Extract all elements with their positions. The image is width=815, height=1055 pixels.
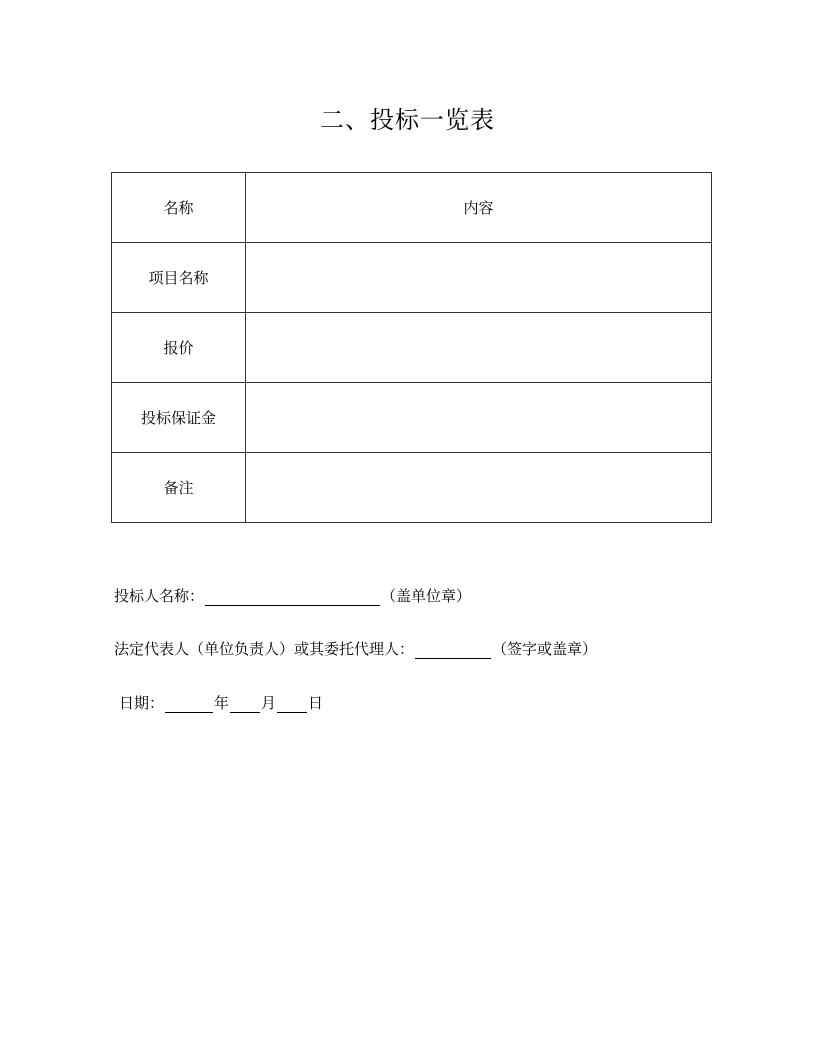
row-value-cell[interactable] [246,243,712,313]
row-label: 备注 [112,453,246,523]
row-label: 报价 [112,313,246,383]
header-content-cell: 内容 [246,173,712,243]
year-label: 年 [214,694,230,712]
row-label: 项目名称 [112,243,246,313]
table-row [112,383,712,453]
header-name-cell: 名称 [112,173,246,243]
row-value-cell[interactable] [246,383,712,453]
page-title: 二、投标一览表 [320,106,495,134]
table-row [112,453,712,523]
month-blank[interactable] [230,696,260,713]
table-row [112,313,712,383]
representative-line [114,638,597,659]
representative-blank[interactable] [415,642,491,659]
table-row [112,243,712,313]
row-value-cell[interactable] [246,453,712,523]
row-label: 投标保证金 [112,383,246,453]
day-label: 日 [308,694,324,712]
bidder-name-label: 投标人名称： [114,587,205,605]
representative-sign-note: （签字或盖章） [492,640,598,658]
year-blank[interactable] [165,696,213,713]
day-blank[interactable] [277,696,307,713]
bidder-name-line [114,585,471,606]
row-value-cell[interactable] [246,313,712,383]
date-label: 日期： [119,694,165,712]
bidder-name-blank[interactable] [205,589,380,606]
date-line [119,692,323,713]
table-header-row [112,173,712,243]
month-label: 月 [261,694,277,712]
bid-summary-table [111,172,712,523]
representative-label: 法定代表人（单位负责人）或其委托代理人： [114,640,415,658]
bidder-seal-note: （盖单位章） [381,587,472,605]
